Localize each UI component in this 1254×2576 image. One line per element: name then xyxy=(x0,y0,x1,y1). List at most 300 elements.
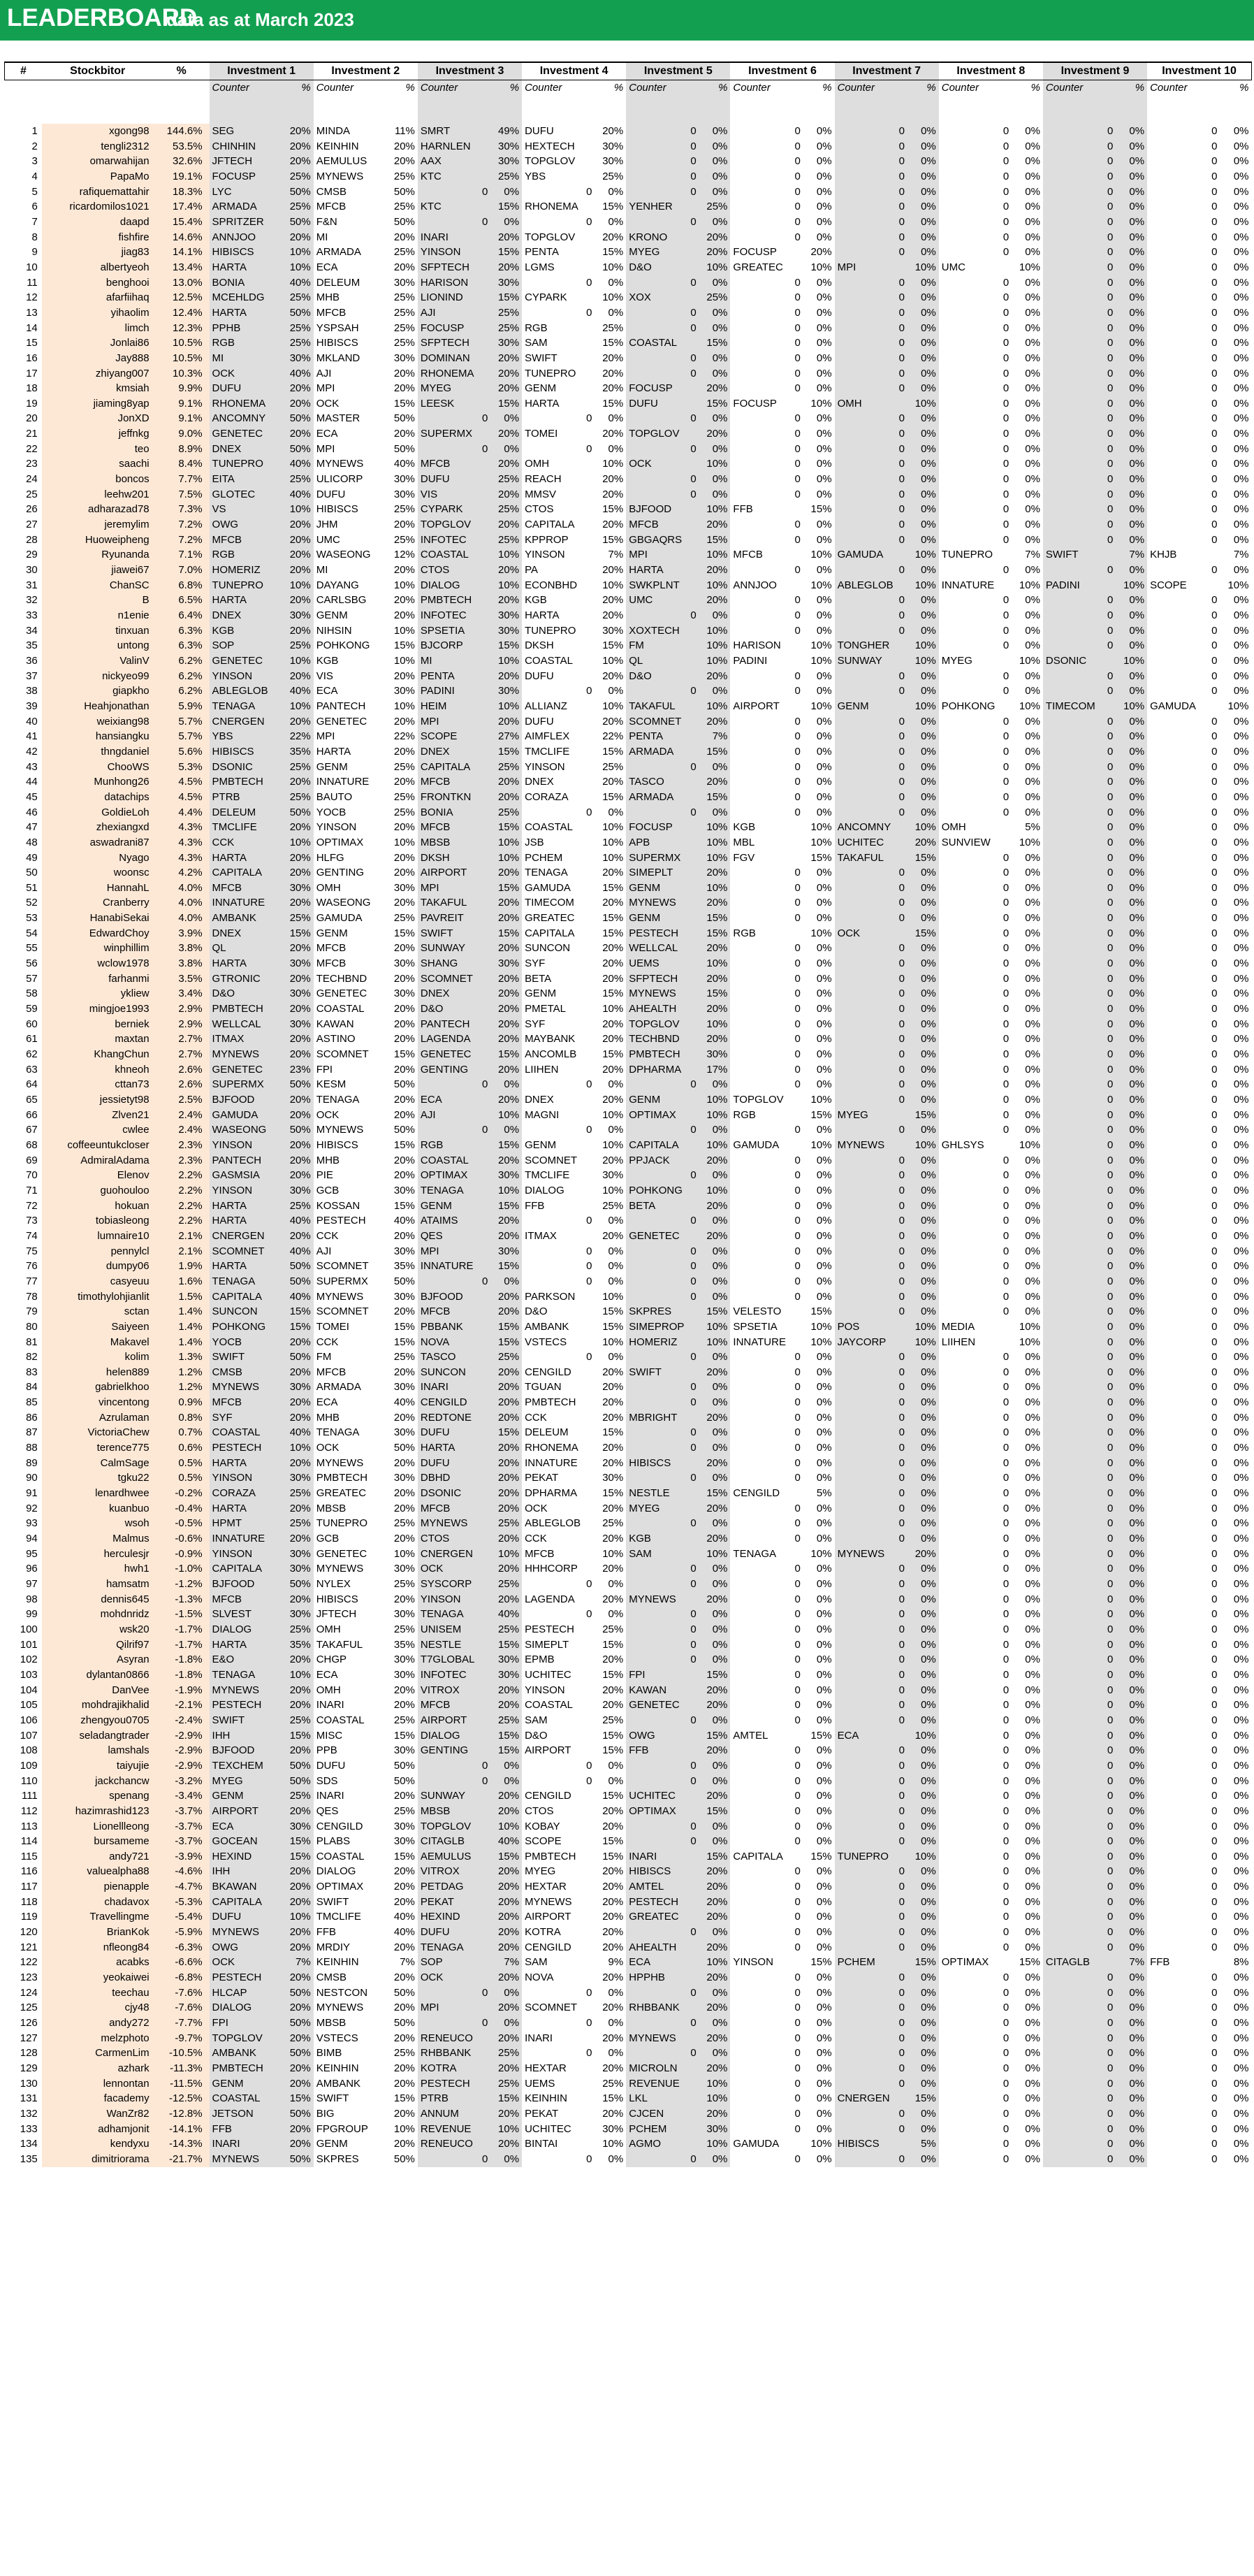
counter-cell: MBL xyxy=(733,836,755,848)
allocation-pct: 25% xyxy=(282,638,314,653)
counter-cell: 0 xyxy=(1211,1305,1218,1318)
allocation-pct: 30% xyxy=(282,1183,314,1199)
allocation-pct: 0% xyxy=(699,1122,731,1138)
allocation-pct: 0% xyxy=(907,1274,939,1289)
counter-cell: 0 xyxy=(794,170,801,182)
counter-cell: MFCB xyxy=(418,1501,490,1517)
counter-cell: PANTECH xyxy=(316,700,366,712)
counter-cell: 0 xyxy=(626,305,699,321)
counter-cell: 0 xyxy=(1043,1728,1116,1744)
counter-cell: 0 xyxy=(1003,428,1009,440)
counter-cell: 0 xyxy=(1043,1456,1116,1471)
counter-cell: HARTA xyxy=(210,305,282,321)
counter-cell: 0 xyxy=(1211,1487,1218,1500)
header-stockbitor: Stockbitor xyxy=(42,62,154,80)
rank-cell: 20 xyxy=(26,412,38,425)
counter-cell: BIG xyxy=(316,2107,335,2120)
allocation-pct: 0% xyxy=(699,1395,731,1410)
allocation-pct: 10% xyxy=(490,1183,522,1199)
allocation-pct: 0% xyxy=(816,806,832,818)
table-row xyxy=(5,1561,1252,1577)
allocation-pct: 0% xyxy=(1116,1879,1147,1895)
allocation-pct: 0% xyxy=(1116,411,1147,426)
allocation-pct: 20% xyxy=(393,1003,415,1015)
allocation-pct: 40% xyxy=(282,275,314,291)
counter-cell: DNEX xyxy=(210,442,282,457)
counter-cell: AIRPORT xyxy=(210,1804,282,1819)
counter-cell: 0 xyxy=(1043,1925,1116,1940)
counter-cell: 0 xyxy=(835,1788,907,1804)
counter-cell: 0 xyxy=(794,730,801,743)
counter-cell: 0 xyxy=(794,533,801,546)
allocation-pct: 0% xyxy=(816,2077,832,2090)
leaderboard-banner xyxy=(0,0,1254,41)
allocation-pct: 0% xyxy=(816,519,832,531)
allocation-pct: 10% xyxy=(282,502,314,517)
allocation-pct: 20% xyxy=(282,230,314,245)
allocation-pct: 0% xyxy=(1116,1758,1147,1774)
counter-cell: 0 xyxy=(1043,683,1116,699)
allocation-pct: 0% xyxy=(699,1713,731,1728)
allocation-pct: 20% xyxy=(699,563,731,578)
counter-cell: MI xyxy=(316,564,328,577)
allocation-pct: 20% xyxy=(393,609,415,621)
allocation-pct: 20% xyxy=(282,1592,314,1607)
allocation-pct: 0% xyxy=(816,1381,832,1394)
counter-cell: 0 xyxy=(1003,1865,1009,1878)
allocation-pct: 0% xyxy=(699,351,731,366)
allocation-pct: 0% xyxy=(608,1275,624,1287)
return-pct: 2.2% xyxy=(154,1213,210,1229)
counter-cell: 0 xyxy=(1211,912,1218,925)
counter-cell: PIE xyxy=(316,1169,333,1182)
counter-cell: 0 xyxy=(835,971,907,987)
counter-cell: 0 xyxy=(1043,1183,1116,1199)
counter-cell: 0 xyxy=(835,1561,907,1577)
allocation-pct: 0% xyxy=(907,911,939,926)
return-pct: -2.9% xyxy=(154,1728,210,1744)
counter-cell: 0 xyxy=(1003,715,1009,728)
allocation-pct: 0% xyxy=(1233,1215,1249,1227)
allocation-pct: 20% xyxy=(490,1561,522,1577)
table-row xyxy=(5,1122,1252,1138)
counter-cell: ABLEGLOB xyxy=(835,578,907,593)
counter-cell: DBHD xyxy=(418,1470,490,1486)
counter-cell: MFCB xyxy=(316,957,347,970)
allocation-pct: 0% xyxy=(1025,1744,1040,1757)
allocation-pct: 30% xyxy=(282,1547,314,1562)
counter-cell: 0 xyxy=(1003,1608,1009,1621)
allocation-pct: 0% xyxy=(699,1622,731,1637)
allocation-pct: 0% xyxy=(1116,1925,1147,1940)
allocation-pct: 0% xyxy=(608,806,624,818)
counter-cell: OCK xyxy=(210,366,282,382)
allocation-pct: 0% xyxy=(1233,1033,1249,1045)
counter-cell: 0 xyxy=(1043,1940,1116,1955)
stockbitor-name: hwh1 xyxy=(42,1561,154,1577)
allocation-pct: 0% xyxy=(816,458,832,470)
allocation-pct: 0% xyxy=(816,442,832,455)
subheader-pct: % xyxy=(1116,80,1147,96)
stockbitor-name: cjy48 xyxy=(42,2000,154,2016)
allocation-pct: 20% xyxy=(490,1788,522,1804)
counter-cell: 0 xyxy=(1211,1820,1218,1832)
allocation-pct: 10% xyxy=(810,700,832,712)
allocation-pct: 0% xyxy=(1116,911,1147,926)
allocation-pct: 25% xyxy=(282,169,314,184)
counter-cell: SUNWAY xyxy=(835,653,907,669)
allocation-pct: 0% xyxy=(490,1774,522,1789)
allocation-pct: 15% xyxy=(490,1138,522,1153)
counter-cell: 0 xyxy=(626,1425,699,1440)
return-pct: 4.3% xyxy=(154,820,210,835)
counter-cell: ABLEGLOB xyxy=(210,683,282,699)
allocation-pct: 20% xyxy=(282,1001,314,1017)
counter-cell: 0 xyxy=(794,2077,801,2090)
allocation-pct: 0% xyxy=(1025,897,1040,909)
counter-cell: FM xyxy=(626,638,699,653)
counter-cell: 0 xyxy=(1003,912,1009,925)
counter-cell: HIBISCS xyxy=(316,1138,358,1151)
counter-cell: GREATEC xyxy=(525,912,575,925)
rank-cell: 19 xyxy=(26,397,38,410)
stockbitor-name: bursameme xyxy=(42,1834,154,1849)
counter-cell: LIIHEN xyxy=(941,1336,976,1348)
allocation-pct: 20% xyxy=(602,609,624,621)
counter-cell: HEXIND xyxy=(418,1909,490,1925)
counter-cell: 0 xyxy=(586,1078,592,1091)
allocation-pct: 0% xyxy=(1116,593,1147,608)
allocation-pct: 0% xyxy=(907,774,939,790)
return-pct: 9.1% xyxy=(154,396,210,412)
counter-cell: PEKAT xyxy=(418,1895,490,1910)
allocation-pct: 15% xyxy=(699,533,731,548)
counter-cell: YINSON xyxy=(210,1138,282,1153)
allocation-pct: 50% xyxy=(393,185,415,198)
counter-cell: 0 xyxy=(586,1759,592,1772)
counter-cell: 0 xyxy=(1003,1759,1009,1772)
counter-cell: TEXCHEM xyxy=(210,1758,282,1774)
counter-cell: 0 xyxy=(1043,1879,1116,1895)
counter-cell: 0 xyxy=(1211,2152,1218,2165)
allocation-pct: 7% xyxy=(490,1955,522,1970)
counter-cell: 0 xyxy=(1043,1122,1116,1138)
allocation-pct: 10% xyxy=(393,624,415,637)
counter-cell: AMTEL xyxy=(626,1879,699,1895)
allocation-pct: 10% xyxy=(810,1094,832,1106)
counter-cell: TENAGA xyxy=(418,1183,490,1199)
allocation-pct: 20% xyxy=(393,715,415,728)
counter-cell: KGB xyxy=(733,821,756,834)
allocation-pct: 15% xyxy=(602,790,624,803)
subheader-blank xyxy=(42,80,154,96)
counter-cell: 0 xyxy=(1003,867,1009,879)
stockbitor-name: boncos xyxy=(42,472,154,487)
counter-cell: 0 xyxy=(1003,851,1009,864)
allocation-pct: 0% xyxy=(907,1077,939,1092)
counter-cell: 0 xyxy=(1043,442,1116,457)
allocation-pct: 20% xyxy=(602,957,624,970)
counter-cell: 0 xyxy=(1211,246,1218,259)
allocation-pct: 0% xyxy=(1116,1001,1147,1017)
counter-cell: 0 xyxy=(1003,1215,1009,1227)
allocation-pct: 30% xyxy=(393,488,415,500)
counter-cell: 0 xyxy=(1043,1244,1116,1259)
return-pct: 7.2% xyxy=(154,517,210,533)
counter-cell: DELEUM xyxy=(525,1426,569,1439)
counter-cell: 0 xyxy=(835,2000,907,2016)
counter-cell: 0 xyxy=(835,351,907,366)
allocation-pct: 40% xyxy=(393,1926,415,1939)
table-row xyxy=(5,1410,1252,1426)
counter-cell: TOPGLOV xyxy=(626,1017,699,1032)
allocation-pct: 25% xyxy=(490,472,522,487)
counter-cell: KTC xyxy=(418,199,490,215)
counter-cell: 0 xyxy=(835,1365,907,1380)
counter-cell: 0 xyxy=(1043,169,1116,184)
counter-cell: 0 xyxy=(794,458,801,470)
counter-cell: 0 xyxy=(626,1577,699,1592)
allocation-pct: 0% xyxy=(816,2107,832,2120)
allocation-pct: 0% xyxy=(490,2016,522,2031)
counter-cell: POHKONG xyxy=(210,1319,282,1335)
counter-cell: 0 xyxy=(1003,2152,1009,2165)
allocation-pct: 20% xyxy=(699,1592,731,1607)
allocation-pct: 10% xyxy=(490,2122,522,2137)
table-row xyxy=(5,1395,1252,1410)
allocation-pct: 15% xyxy=(393,1320,415,1333)
allocation-pct: 20% xyxy=(602,564,624,577)
counter-cell: 0 xyxy=(794,2002,801,2014)
allocation-pct: 25% xyxy=(282,199,314,215)
counter-cell: 0 xyxy=(1211,685,1218,697)
counter-cell: 0 xyxy=(835,426,907,442)
counter-cell: PADINI xyxy=(1043,578,1116,593)
table-row xyxy=(5,1547,1252,1562)
allocation-pct: 0% xyxy=(608,1260,624,1273)
allocation-pct: 20% xyxy=(393,2077,415,2090)
counter-cell: 0 xyxy=(418,1274,490,1289)
allocation-pct: 0% xyxy=(1116,1470,1147,1486)
allocation-pct: 25% xyxy=(282,472,314,487)
subheader-blank xyxy=(5,80,42,96)
counter-cell: IHH xyxy=(210,1864,282,1879)
counter-cell: 0 xyxy=(835,139,907,154)
counter-cell: AAX xyxy=(418,154,490,169)
allocation-pct: 25% xyxy=(282,760,314,775)
allocation-pct: 0% xyxy=(699,154,731,169)
counter-cell: 0 xyxy=(626,1380,699,1395)
allocation-pct: 0% xyxy=(907,1380,939,1395)
allocation-pct: 10% xyxy=(282,1440,314,1456)
return-pct: -3.7% xyxy=(154,1834,210,1849)
allocation-pct: 0% xyxy=(1233,519,1249,531)
return-pct: 6.8% xyxy=(154,578,210,593)
counter-cell: 0 xyxy=(794,488,801,500)
counter-cell: 0 xyxy=(1211,442,1218,455)
allocation-pct: 10% xyxy=(699,1092,731,1108)
allocation-pct: 0% xyxy=(1025,1517,1040,1530)
allocation-pct: 0% xyxy=(907,865,939,881)
counter-cell: AHEALTH xyxy=(626,1940,699,1955)
rank-cell: 40 xyxy=(26,715,38,728)
allocation-pct: 25% xyxy=(490,305,522,321)
rank-cell: 110 xyxy=(20,1774,38,1787)
counter-cell: MFCB xyxy=(210,1592,282,1607)
stockbitor-name: Travellingme xyxy=(42,1909,154,1925)
allocation-pct: 0% xyxy=(907,1819,939,1835)
allocation-pct: 20% xyxy=(602,1971,624,1984)
stockbitor-name: Lionellleong xyxy=(42,1819,154,1835)
allocation-pct: 0% xyxy=(1233,1790,1249,1802)
counter-cell: MFCB xyxy=(210,881,282,896)
return-pct: -12.8% xyxy=(154,2106,210,2122)
counter-cell: FFB xyxy=(210,2122,282,2137)
counter-cell: T7GLOBAL xyxy=(418,1652,490,1667)
counter-cell: 0 xyxy=(794,1078,801,1091)
counter-cell: 0 xyxy=(1211,2047,1218,2060)
return-pct: -7.6% xyxy=(154,1985,210,2001)
allocation-pct: 0% xyxy=(816,912,832,925)
table-row xyxy=(5,956,1252,971)
counter-cell: 0 xyxy=(586,185,592,198)
counter-cell: MI xyxy=(418,653,490,669)
counter-cell: 0 xyxy=(1043,865,1116,881)
allocation-pct: 20% xyxy=(393,1411,415,1424)
allocation-pct: 0% xyxy=(907,1652,939,1667)
allocation-pct: 0% xyxy=(816,1517,832,1530)
spacer-cell xyxy=(803,96,835,124)
counter-cell: MPI xyxy=(418,1244,490,1259)
counter-cell: TUNEPRO xyxy=(210,578,282,593)
table-row xyxy=(5,184,1252,200)
spacer-cell xyxy=(699,96,731,124)
allocation-pct: 0% xyxy=(699,366,731,382)
counter-cell: 0 xyxy=(1043,426,1116,442)
table-row xyxy=(5,1909,1252,1925)
counter-cell: 0 xyxy=(626,1470,699,1486)
counter-cell: CENGILD xyxy=(418,1395,490,1410)
allocation-pct: 0% xyxy=(907,321,939,336)
allocation-pct: 0% xyxy=(907,1047,939,1062)
counter-cell: WELLCAL xyxy=(626,941,699,956)
counter-cell: HIBISCS xyxy=(210,245,282,260)
stockbitor-name: kuanbuo xyxy=(42,1501,154,1517)
counter-cell: UMC xyxy=(316,533,340,546)
counter-cell: OCK xyxy=(626,456,699,472)
counter-cell: 0 xyxy=(1043,1349,1116,1365)
counter-cell: HARTA xyxy=(316,745,351,758)
counter-cell: 0 xyxy=(794,987,801,1000)
return-pct: -14.1% xyxy=(154,2122,210,2137)
counter-cell: 0 xyxy=(1043,851,1116,866)
allocation-pct: 20% xyxy=(282,1108,314,1123)
allocation-pct: 0% xyxy=(1116,986,1147,1001)
counter-cell: 0 xyxy=(1043,1834,1116,1849)
allocation-pct: 0% xyxy=(816,1941,832,1953)
allocation-pct: 0% xyxy=(1025,2047,1040,2060)
allocation-pct: 15% xyxy=(602,1835,624,1848)
counter-cell: YINSON xyxy=(316,821,357,834)
counter-cell: QES xyxy=(418,1229,490,1244)
counter-cell: 0 xyxy=(418,2152,490,2167)
allocation-pct: 0% xyxy=(1233,1078,1249,1091)
table-row xyxy=(5,593,1252,608)
table-row xyxy=(5,563,1252,578)
stockbitor-name: herculesjr xyxy=(42,1547,154,1562)
allocation-pct: 20% xyxy=(699,1153,731,1168)
counter-cell: POHKONG xyxy=(941,700,996,712)
allocation-pct: 15% xyxy=(490,1335,522,1350)
counter-cell: INNATURE xyxy=(316,776,370,788)
counter-cell: SCOMNET xyxy=(316,1305,369,1318)
allocation-pct: 20% xyxy=(602,670,624,682)
counter-cell: PAVREIT xyxy=(418,911,490,926)
counter-cell: GENM xyxy=(835,699,907,714)
allocation-pct: 40% xyxy=(393,1396,415,1409)
allocation-pct: 0% xyxy=(699,305,731,321)
counter-cell: PCHEM xyxy=(835,1955,907,1970)
allocation-pct: 0% xyxy=(1233,1487,1249,1500)
counter-cell: YSPSAH xyxy=(316,321,359,334)
allocation-pct: 0% xyxy=(1116,1274,1147,1289)
allocation-pct: 0% xyxy=(1233,1426,1249,1439)
counter-cell: GENM xyxy=(525,382,557,395)
allocation-pct: 0% xyxy=(1233,201,1249,213)
table-row xyxy=(5,1758,1252,1774)
allocation-pct: 0% xyxy=(490,411,522,426)
stockbitor-name: HanabiSekai xyxy=(42,911,154,926)
counter-cell: 0 xyxy=(794,1275,801,1287)
counter-cell: DIALOG xyxy=(418,1728,490,1744)
table-row xyxy=(5,1652,1252,1667)
allocation-pct: 10% xyxy=(282,699,314,714)
allocation-pct: 0% xyxy=(1233,458,1249,470)
counter-cell: MFCB xyxy=(626,517,699,533)
allocation-pct: 10% xyxy=(699,1017,731,1032)
allocation-pct: 0% xyxy=(1233,1305,1249,1318)
counter-cell: 0 xyxy=(1211,1048,1218,1061)
counter-cell: 0 xyxy=(1211,1714,1218,1726)
counter-cell: CCK xyxy=(316,1336,339,1348)
return-pct: -11.5% xyxy=(154,2076,210,2092)
allocation-pct: 0% xyxy=(1025,1533,1040,1545)
rank-cell: 120 xyxy=(20,1926,38,1939)
counter-cell: INARI xyxy=(626,1849,699,1865)
counter-cell: PMBTECH xyxy=(525,1396,576,1409)
allocation-pct: 15% xyxy=(490,245,522,260)
counter-cell: 0 xyxy=(1211,140,1218,152)
allocation-pct: 10% xyxy=(810,261,832,273)
allocation-pct: 0% xyxy=(907,366,939,382)
allocation-pct: 20% xyxy=(282,1365,314,1380)
return-pct: 4.2% xyxy=(154,865,210,881)
stockbitor-name: azhark xyxy=(42,2061,154,2076)
allocation-pct: 0% xyxy=(816,745,832,758)
header-investment: Investment 6 xyxy=(730,62,834,80)
allocation-pct: 0% xyxy=(699,1834,731,1849)
allocation-pct: 20% xyxy=(810,246,832,259)
allocation-pct: 0% xyxy=(907,351,939,366)
allocation-pct: 0% xyxy=(1233,1456,1249,1469)
return-pct: 7.3% xyxy=(154,502,210,517)
counter-cell: 0 xyxy=(794,1835,801,1848)
allocation-pct: 0% xyxy=(907,411,939,426)
counter-cell: 0 xyxy=(1043,1199,1116,1214)
allocation-pct: 0% xyxy=(1233,215,1249,228)
allocation-pct: 0% xyxy=(1025,987,1040,1000)
counter-cell: 0 xyxy=(1211,1850,1218,1862)
